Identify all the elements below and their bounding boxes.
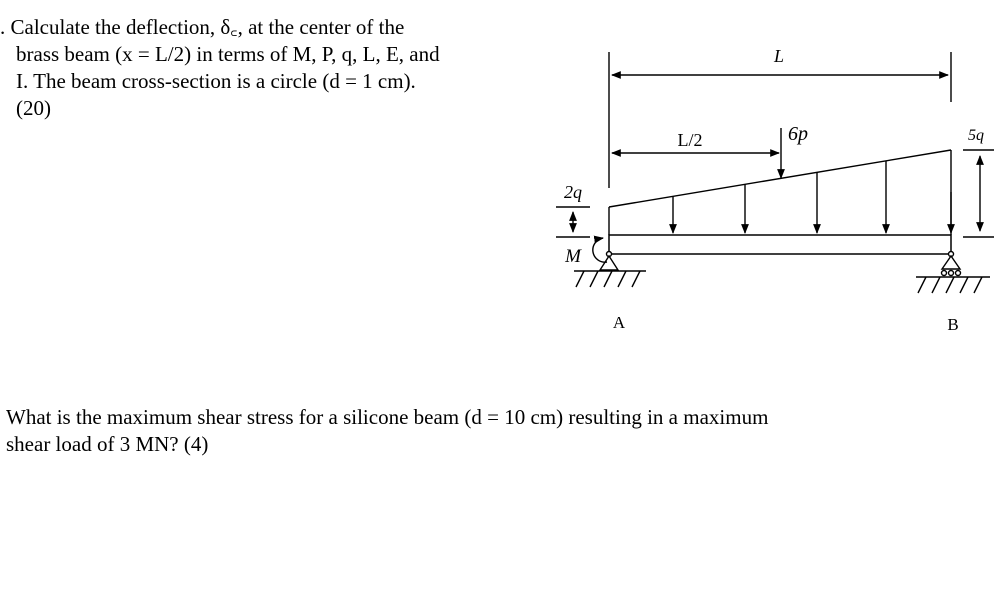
left-intensity-indicator: [556, 207, 590, 237]
moment-arrow: [593, 238, 607, 262]
beam: [609, 235, 951, 254]
right-intensity-label: 5q: [968, 127, 984, 144]
right-intensity-indicator: [963, 150, 994, 237]
question-2-line: What is the maximum shear stress for a silicone beam (d = 10 cm) resulting in a maximum: [6, 405, 769, 429]
moment-label: M: [565, 246, 581, 267]
support-a-label: A: [612, 313, 626, 332]
support-b-label: B: [947, 315, 959, 334]
dimension-extension-lines: [609, 52, 951, 188]
question-1-line: brass beam (x = L/2) in terms of M, P, q, L, E, and: [16, 42, 440, 66]
question-2-line: shear load of 3 MN? (4): [6, 432, 209, 456]
pin-support-a: [574, 252, 646, 288]
point-load-label: 6p: [788, 123, 808, 145]
total-length-label: L: [773, 46, 785, 66]
left-intensity-label: 2q: [564, 182, 582, 202]
question-2-text: [6, 404, 768, 458]
question-1-line: (20): [16, 96, 51, 120]
roller-support-b: [916, 252, 990, 294]
question-1-line: I. The beam cross-section is a circle (d = 1 cm).: [16, 69, 416, 93]
half-length-label: L/2: [677, 130, 703, 150]
distributed-load: [609, 150, 951, 235]
question-1-line: . Calculate the deflection, δ꜀, at the center of the: [0, 15, 405, 39]
